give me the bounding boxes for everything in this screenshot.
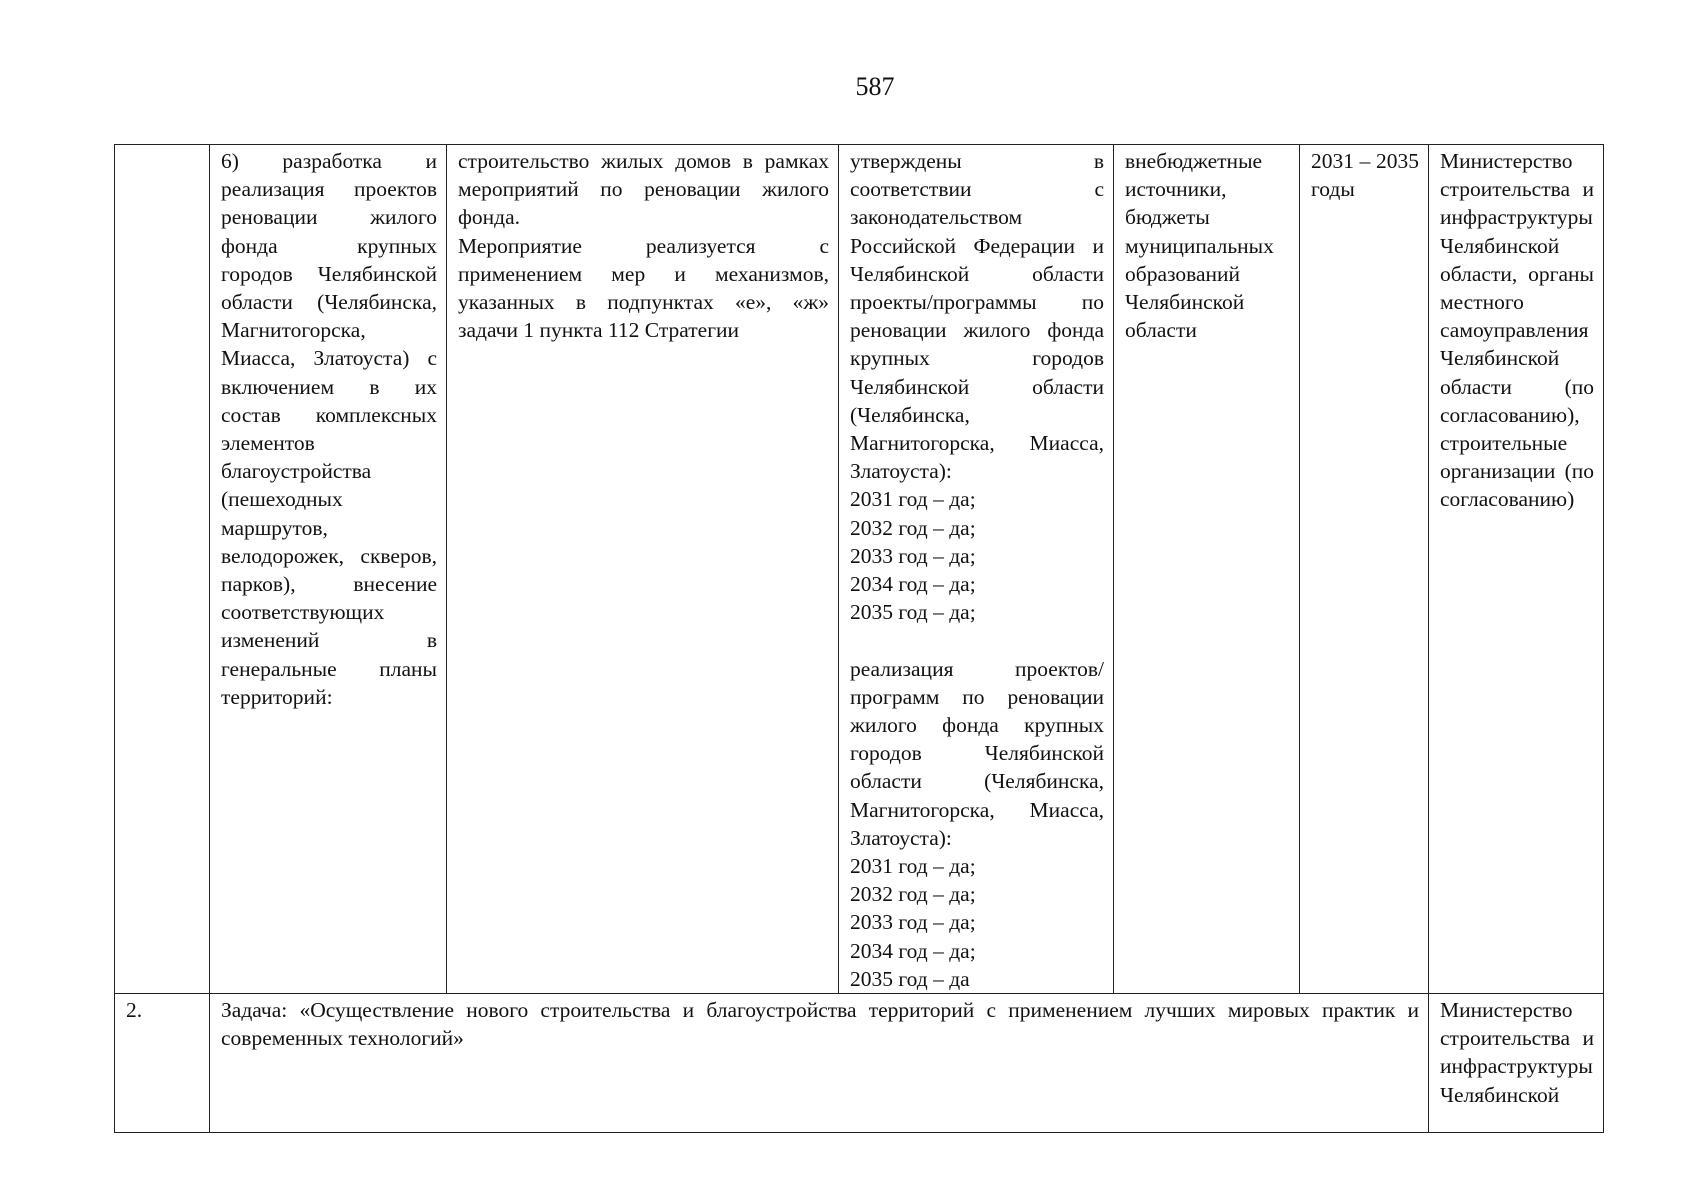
responsible-cell: Министерство строительства и инфраструктуры Челябинской: [1429, 994, 1604, 1133]
indicator-paragraph: реализация проектов/программ по реновации жилого фонда крупных городов Челябинской области (Челябинска, Магнитогорска, Миасса, Златоуста):: [850, 656, 1104, 850]
indicator-year-line: 2031 год – да;: [850, 854, 976, 879]
responsible-cell: Министерство строительства и инфраструктуры Челябинской области, органы местного самоуправления Челябинской области (по согласованию), строительные организации (по согласованию): [1429, 145, 1604, 994]
table-row: [115, 994, 1604, 1133]
row-number-cell: [115, 145, 210, 994]
indicator-year-line: 2031 год – да;: [850, 487, 976, 512]
indicator-year-line: 2035 год – да;: [850, 600, 976, 625]
indicator-year-line: 2032 год – да;: [850, 515, 976, 540]
period-cell: 2031 – 2035 годы: [1300, 145, 1429, 994]
task-cell: Задача: «Осуществление нового строительства и благоустройства территорий с применением лучших мировых практик и современных технологий»: [210, 994, 1429, 1133]
indicator-year-line: 2032 год – да;: [850, 882, 976, 907]
funding-sources-cell: внебюджетные источники, бюджеты муниципальных образований Челябинской области: [1114, 145, 1300, 994]
measures-table: [114, 144, 1604, 1133]
indicator-paragraph: утверждены в соответствии с законодательством Российской Федерации и Челябинской области проекты/программы по реновации жилого фонда крупных городов Челябинской области (Челябинска, Магнитогорска, Миасса, Златоуста):: [850, 149, 1104, 484]
page-number: 587: [855, 72, 895, 101]
table-row: [115, 145, 1604, 994]
result-cell: [447, 145, 839, 994]
paragraph-gap: [850, 626, 1104, 654]
result-paragraph: строительство жилых домов в рамках мероприятий по реновации жилого фонда.: [458, 149, 829, 230]
indicator-cell: [839, 145, 1114, 994]
indicator-year-line: 2033 год – да;: [850, 543, 976, 568]
measure-cell: 6) разработка и реализация проектов реновации жилого фонда крупных городов Челябинской области (Челябинска, Магнитогорска, Миасса, Златоуста) с включением в их состав комплексных элементов благоустройства (пешеходных маршрутов, велодорожек, скверов, парков), внесение соответствующих изменений в генеральные планы территорий:: [210, 145, 447, 994]
indicator-year-line: 2035 год – да: [850, 966, 970, 991]
indicator-year-line: 2033 год – да;: [850, 910, 976, 935]
result-paragraph: Мероприятие реализуется с применением мер и механизмов, указанных в подпунктах «е», «ж» задачи 1 пункта 112 Стратегии: [458, 233, 829, 343]
indicator-year-line: 2034 год – да;: [850, 572, 976, 597]
indicator-year-line: 2034 год – да;: [850, 938, 976, 963]
row-number-cell: 2.: [115, 994, 210, 1133]
